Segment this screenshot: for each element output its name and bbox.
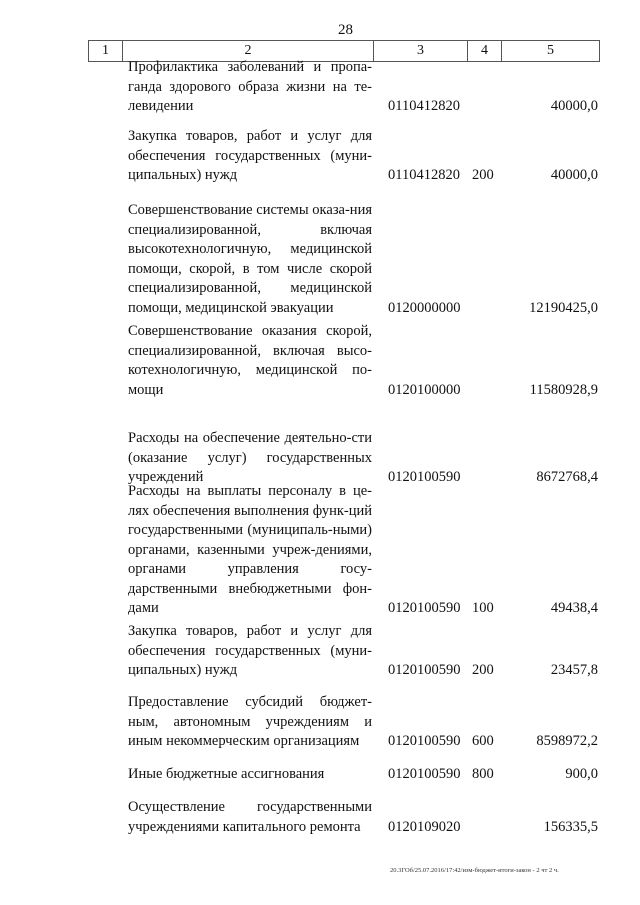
page-number: 28: [338, 22, 353, 38]
row-code: 0120100590: [388, 662, 461, 678]
footer-note: 20.3ГОб/25.07.2016/17:42/изм-бюджет-итоги-закон - 2 чт 2 ч.: [390, 867, 559, 874]
header-col-3: 3: [374, 41, 468, 61]
table-row: [122, 201, 598, 318]
table-row: [122, 482, 598, 619]
header-col-4: 4: [468, 41, 502, 61]
table-row: [122, 798, 598, 837]
table-row: [122, 429, 598, 488]
row-description: Совершенствование оказания скорой, специализированной, включая высо-котехнологичную, медицинской по-мощи: [128, 323, 372, 398]
row-expense-type: 200: [472, 167, 494, 183]
row-code: 0120100590: [388, 600, 461, 616]
header-col-2: 2: [123, 41, 374, 61]
row-code: 0120100590: [388, 469, 461, 485]
row-description: Расходы на обеспечение деятельно-сти (оказание услуг) государственных учреждений: [128, 430, 372, 485]
row-amount: 8672768,4: [536, 469, 598, 485]
row-amount: 12190425,0: [529, 299, 598, 316]
row-description: Профилактика заболеваний и пропа-ганда здорового образа жизни на те-левидении: [128, 59, 372, 114]
row-code: 0120100590: [388, 733, 461, 749]
row-description: Иные бюджетные ассигнования: [128, 766, 325, 782]
row-code: 0120109020: [388, 818, 461, 835]
table-row: [122, 765, 598, 785]
header-col-1: 1: [89, 41, 123, 61]
row-expense-type: 200: [472, 662, 494, 678]
row-code: 0120100590: [388, 766, 461, 782]
row-amount: 49438,4: [550, 600, 598, 616]
row-description: Предоставление субсидий бюджет-ным, автономным учреждениям и иным некоммерческим организациям: [128, 694, 372, 749]
row-code: 0120000000: [388, 299, 461, 316]
table-row: [122, 693, 598, 752]
row-amount: 156335,5: [543, 818, 598, 835]
row-code: 0110412820: [388, 98, 460, 114]
table-row: [122, 322, 598, 400]
row-amount: 40000,0: [550, 167, 598, 183]
row-description: Расходы на выплаты персоналу в це-лях обеспечения выполнения функ-ций государственными (муниципаль-ными) органами, казенными учреж-дениями, органами управления госу-дарственными внебюджетными фон-дами: [128, 483, 372, 616]
table-row: [122, 127, 598, 186]
row-code: 0110412820: [388, 167, 460, 183]
row-description: Закупка товаров, работ и услуг для обеспечения государственных (муни-ципальных) нужд: [128, 623, 372, 678]
table-row: [122, 622, 598, 681]
row-description: Совершенствование системы оказа-ния специализированной, включая высокотехнологичную, медицинской помощи, скорой, в том числе скорой специализированной, медицинской помощи, медицинской эвакуации: [128, 202, 372, 316]
row-amount: 40000,0: [550, 98, 598, 114]
row-expense-type: 100: [472, 600, 494, 616]
row-expense-type: 800: [472, 766, 494, 782]
row-description: Осуществление государственными учреждениями капитального ремонта: [128, 799, 372, 835]
row-amount: 900,0: [565, 766, 598, 782]
row-expense-type: 600: [472, 733, 494, 749]
row-amount: 11580928,9: [529, 381, 598, 398]
row-amount: 8598972,2: [536, 733, 598, 749]
header-col-5: 5: [502, 41, 600, 61]
row-code: 0120100000: [388, 381, 461, 398]
row-amount: 23457,8: [550, 662, 598, 678]
table-row: [122, 58, 598, 117]
row-description: Закупка товаров, работ и услуг для обеспечения государственных (муни-ципальных) нужд: [128, 128, 372, 183]
